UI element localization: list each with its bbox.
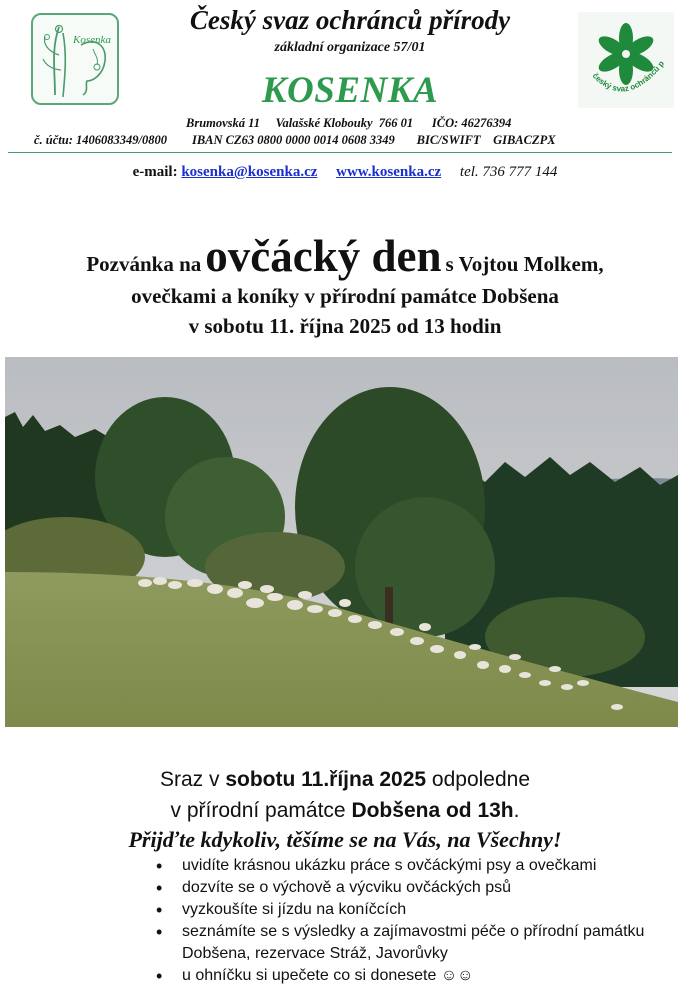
bank-line: č. účtu: 1406083349/0800 IBAN CZ63 0800 0000 0014 0608 3349 BIC/SWIFT GIBACZPX: [34, 133, 556, 147]
meeting-date: sobotu 11.října 2025: [225, 768, 427, 791]
header-divider: [8, 152, 672, 153]
email-link[interactable]: kosenka@kosenka.cz: [181, 164, 318, 180]
email-label: e-mail:: [132, 164, 178, 180]
list-item: • u ohníčku si upečete co si donesete ☺☺: [150, 965, 670, 987]
meeting-line-2: [0, 799, 690, 823]
csop-logo: [578, 12, 674, 108]
sheep-meadow-photo: [5, 357, 678, 727]
invitation-line-1: [0, 230, 690, 282]
org-title: Český svaz ochránců přírody: [189, 5, 511, 35]
meeting-line-1: [0, 768, 690, 792]
event-title: ovčácký den: [205, 231, 442, 281]
meeting-text: Sraz v: [159, 768, 226, 791]
list-item: • uvidíte krásnou ukázku práce s ovčáckými psy a ovečkami: [150, 855, 670, 877]
svg-text:Kosenka: Kosenka: [73, 34, 111, 46]
invitation-prefix: Pozvánka na: [86, 252, 202, 276]
svg-text:český svaz ochránců přírody: český svaz ochránců p: [590, 58, 667, 94]
meeting-place: Dobšena od 13h: [351, 799, 514, 822]
list-item: • vyzkoušíte si jízdu na koníčcích: [150, 899, 670, 921]
contact-line: [0, 164, 690, 181]
web-link[interactable]: www.kosenka.cz: [336, 164, 442, 180]
meeting-place-text: v přírodní památce: [170, 799, 352, 822]
kosenka-logo: [31, 13, 119, 105]
meeting-period: .: [513, 799, 520, 822]
welcome-line: Přijďte kdykoliv, těšíme se na Vás, na Všechny!: [128, 827, 562, 852]
meeting-time-of-day: odpoledne: [426, 768, 531, 791]
address-line: Brumovská 11 Valašské Klobouky 766 01 IČO: 46276394: [186, 116, 512, 130]
invitation-suffix: s Vojtou Molkem,: [445, 252, 604, 276]
invitation-line-2: ovečkami a koníky v přírodní památce Dobšena: [131, 284, 559, 308]
list-item: • dozvíte se o výchově a výcviku ovčáckých psů: [150, 877, 670, 899]
phone-number: tel. 736 777 144: [459, 164, 558, 180]
list-item: • seznámíte se s výsledky a zajímavostmi péče o přírodní památku Dobšena, rezervace Stráž, Javorůvky: [150, 921, 670, 965]
org-name: KOSENKA: [261, 70, 439, 111]
invitation-line-3: v sobotu 11. října 2025 od 13 hodin: [188, 314, 502, 338]
program-list: [150, 855, 670, 987]
org-subtitle: základní organizace 57/01: [274, 40, 426, 55]
